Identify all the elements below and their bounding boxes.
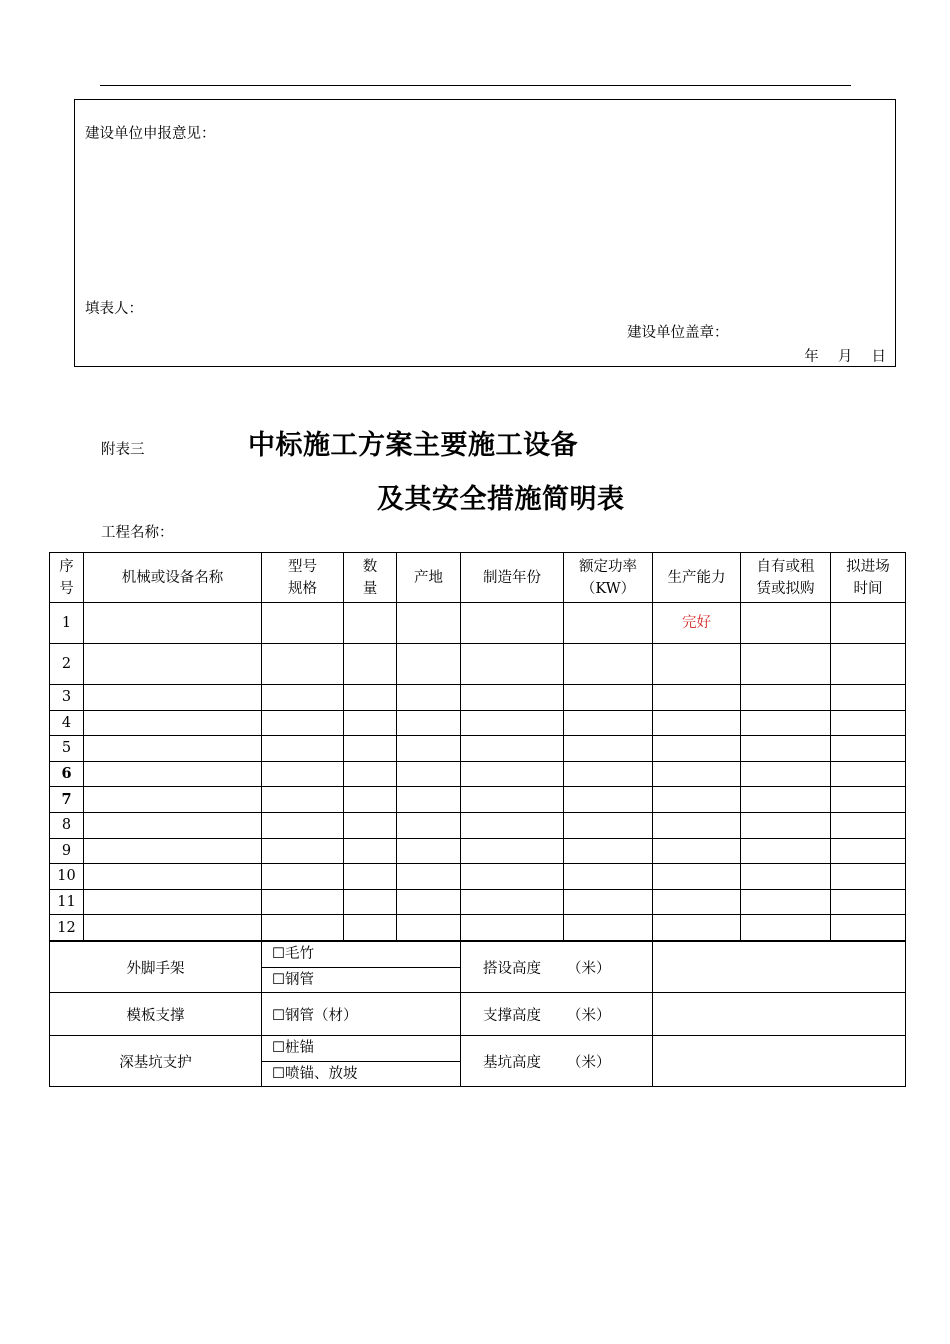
cell-seq: 8 bbox=[50, 812, 84, 838]
cell-capacity[interactable] bbox=[653, 736, 741, 762]
cell-capacity[interactable] bbox=[653, 915, 741, 941]
table-row bbox=[50, 685, 906, 711]
cell-power[interactable] bbox=[564, 889, 653, 915]
table-row bbox=[50, 787, 906, 813]
cell-arrival[interactable] bbox=[831, 915, 906, 941]
scaffold-height-label: 搭设高度 （米） bbox=[461, 942, 653, 993]
cell-model[interactable] bbox=[262, 787, 344, 813]
cell-capacity[interactable] bbox=[653, 838, 741, 864]
cell-origin[interactable] bbox=[397, 761, 461, 787]
foundation-label: 深基坑支护 bbox=[50, 1036, 262, 1087]
header-arrival: 拟进场 时间 bbox=[831, 553, 906, 603]
cell-seq: 5 bbox=[50, 736, 84, 762]
cell-power[interactable] bbox=[564, 736, 653, 762]
cell-origin[interactable] bbox=[397, 736, 461, 762]
header-owned: 自有或租 赁或拟购 bbox=[741, 553, 831, 603]
cell-qty[interactable] bbox=[344, 685, 397, 711]
cell-name[interactable] bbox=[84, 603, 262, 644]
table-row bbox=[50, 710, 906, 736]
scaffold-height-value[interactable] bbox=[653, 942, 906, 993]
cell-year[interactable] bbox=[461, 736, 564, 762]
cell-arrival[interactable] bbox=[831, 685, 906, 711]
cell-model[interactable] bbox=[262, 812, 344, 838]
formwork-height-label: 支撑高度 （米） bbox=[461, 993, 653, 1036]
cell-year[interactable] bbox=[461, 915, 564, 941]
cell-qty[interactable] bbox=[344, 838, 397, 864]
project-name-label: 工程名称： bbox=[101, 525, 174, 541]
cell-seq: 3 bbox=[50, 685, 84, 711]
cell-year[interactable] bbox=[461, 710, 564, 736]
cell-capacity[interactable] bbox=[653, 787, 741, 813]
cell-owned[interactable] bbox=[741, 685, 831, 711]
page-title-line1: 中标施工方案主要施工设备 bbox=[248, 430, 578, 461]
cell-origin[interactable] bbox=[397, 685, 461, 711]
cell-qty[interactable] bbox=[344, 603, 397, 644]
cell-seq: 11 bbox=[50, 889, 84, 915]
scaffold-option-steel-pipe[interactable]: ☐钢管 bbox=[262, 967, 461, 993]
cell-origin[interactable] bbox=[397, 889, 461, 915]
top-rule bbox=[100, 85, 851, 86]
foundation-height-value[interactable] bbox=[653, 1036, 906, 1087]
formwork-height-value[interactable] bbox=[653, 993, 906, 1036]
header-origin: 产地 bbox=[397, 553, 461, 603]
cell-name[interactable] bbox=[84, 864, 262, 890]
cell-name[interactable] bbox=[84, 787, 262, 813]
header-seq: 序 号 bbox=[50, 553, 84, 603]
header-name: 机械或设备名称 bbox=[84, 553, 262, 603]
cell-origin[interactable] bbox=[397, 812, 461, 838]
cell-arrival[interactable] bbox=[831, 812, 906, 838]
cell-seq: 10 bbox=[50, 864, 84, 890]
cell-owned[interactable] bbox=[741, 915, 831, 941]
safety-table bbox=[49, 941, 906, 1087]
cell-model[interactable] bbox=[262, 736, 344, 762]
cell-owned[interactable] bbox=[741, 838, 831, 864]
cell-year[interactable] bbox=[461, 812, 564, 838]
cell-power[interactable] bbox=[564, 710, 653, 736]
cell-arrival[interactable] bbox=[831, 864, 906, 890]
cell-year[interactable] bbox=[461, 787, 564, 813]
cell-arrival[interactable] bbox=[831, 787, 906, 813]
foundation-height-label: 基坑高度 （米） bbox=[461, 1036, 653, 1087]
cell-power[interactable] bbox=[564, 915, 653, 941]
table-row bbox=[50, 644, 906, 685]
cell-arrival[interactable] bbox=[831, 736, 906, 762]
cell-capacity[interactable] bbox=[653, 761, 741, 787]
cell-origin[interactable] bbox=[397, 864, 461, 890]
cell-power[interactable] bbox=[564, 812, 653, 838]
filler-label: 填表人： bbox=[85, 301, 143, 317]
cell-owned[interactable] bbox=[741, 761, 831, 787]
cell-model[interactable] bbox=[262, 761, 344, 787]
cell-origin[interactable] bbox=[397, 915, 461, 941]
cell-capacity[interactable] bbox=[653, 644, 741, 685]
cell-power[interactable] bbox=[564, 685, 653, 711]
cell-name[interactable] bbox=[84, 710, 262, 736]
cell-seq: 7 bbox=[50, 787, 84, 813]
cell-model[interactable] bbox=[262, 889, 344, 915]
cell-name[interactable] bbox=[84, 838, 262, 864]
cell-seq: 12 bbox=[50, 915, 84, 941]
formwork-label: 模板支撑 bbox=[50, 993, 262, 1036]
cell-seq: 6 bbox=[50, 761, 84, 787]
table-row bbox=[50, 889, 906, 915]
cell-year[interactable] bbox=[461, 838, 564, 864]
cell-power[interactable] bbox=[564, 644, 653, 685]
cell-name[interactable] bbox=[84, 812, 262, 838]
seal-label: 建设单位盖章： bbox=[627, 325, 729, 341]
cell-qty[interactable] bbox=[344, 787, 397, 813]
cell-name[interactable] bbox=[84, 685, 262, 711]
cell-name[interactable] bbox=[84, 644, 262, 685]
cell-origin[interactable] bbox=[397, 603, 461, 644]
cell-owned[interactable] bbox=[741, 710, 831, 736]
table-row bbox=[50, 603, 906, 644]
cell-owned[interactable] bbox=[741, 864, 831, 890]
table-row bbox=[50, 838, 906, 864]
cell-seq: 4 bbox=[50, 710, 84, 736]
cell-arrival[interactable] bbox=[831, 761, 906, 787]
foundation-option-anchor[interactable]: ☐桩锚 bbox=[262, 1036, 461, 1062]
cell-capacity[interactable] bbox=[653, 864, 741, 890]
cell-name[interactable] bbox=[84, 736, 262, 762]
cell-owned[interactable] bbox=[741, 787, 831, 813]
cell-capacity[interactable] bbox=[653, 710, 741, 736]
equipment-table bbox=[49, 552, 906, 941]
cell-qty[interactable] bbox=[344, 864, 397, 890]
cell-origin[interactable] bbox=[397, 644, 461, 685]
cell-name[interactable] bbox=[84, 889, 262, 915]
cell-power[interactable] bbox=[564, 864, 653, 890]
cell-qty[interactable] bbox=[344, 812, 397, 838]
cell-model[interactable] bbox=[262, 603, 344, 644]
table-row bbox=[50, 915, 906, 941]
cell-capacity[interactable] bbox=[653, 812, 741, 838]
cell-year[interactable] bbox=[461, 761, 564, 787]
header-qty: 数 量 bbox=[344, 553, 397, 603]
cell-seq: 2 bbox=[50, 644, 84, 685]
formwork-option-steel[interactable]: ☐钢管（材） bbox=[262, 993, 461, 1036]
cell-arrival[interactable] bbox=[831, 644, 906, 685]
cell-model[interactable] bbox=[262, 838, 344, 864]
header-year: 制造年份 bbox=[461, 553, 564, 603]
cell-origin[interactable] bbox=[397, 710, 461, 736]
cell-capacity[interactable] bbox=[653, 889, 741, 915]
cell-qty[interactable] bbox=[344, 915, 397, 941]
cell-year[interactable] bbox=[461, 685, 564, 711]
cell-power[interactable] bbox=[564, 838, 653, 864]
cell-model[interactable] bbox=[262, 915, 344, 941]
cell-owned[interactable] bbox=[741, 812, 831, 838]
foundation-option-shotcrete[interactable]: ☐喷锚、放坡 bbox=[262, 1061, 461, 1087]
page-title-line2: 及其安全措施简明表 bbox=[377, 484, 625, 515]
cell-owned[interactable] bbox=[741, 644, 831, 685]
cell-arrival[interactable] bbox=[831, 889, 906, 915]
table-row bbox=[50, 864, 906, 890]
cell-capacity[interactable] bbox=[653, 685, 741, 711]
cell-capacity[interactable]: 完好 bbox=[653, 603, 741, 644]
header-capacity: 生产能力 bbox=[653, 553, 741, 603]
table-row bbox=[50, 812, 906, 838]
cell-owned[interactable] bbox=[741, 736, 831, 762]
cell-arrival[interactable] bbox=[831, 603, 906, 644]
cell-year[interactable] bbox=[461, 603, 564, 644]
cell-owned[interactable] bbox=[741, 889, 831, 915]
cell-origin[interactable] bbox=[397, 787, 461, 813]
header-power: 额定功率 （KW） bbox=[564, 553, 653, 603]
annex-label: 附表三 bbox=[101, 442, 145, 458]
cell-model[interactable] bbox=[262, 710, 344, 736]
cell-arrival[interactable] bbox=[831, 710, 906, 736]
table-row bbox=[50, 736, 906, 762]
cell-qty[interactable] bbox=[344, 736, 397, 762]
table-header-row bbox=[50, 553, 906, 603]
header-model: 型号 规格 bbox=[262, 553, 344, 603]
cell-power[interactable] bbox=[564, 603, 653, 644]
cell-seq: 9 bbox=[50, 838, 84, 864]
cell-qty[interactable] bbox=[344, 889, 397, 915]
cell-qty[interactable] bbox=[344, 710, 397, 736]
cell-name[interactable] bbox=[84, 761, 262, 787]
cell-arrival[interactable] bbox=[831, 838, 906, 864]
cell-year[interactable] bbox=[461, 889, 564, 915]
cell-name[interactable] bbox=[84, 915, 262, 941]
cell-year[interactable] bbox=[461, 864, 564, 890]
cell-model[interactable] bbox=[262, 864, 344, 890]
cell-seq: 1 bbox=[50, 603, 84, 644]
cell-model[interactable] bbox=[262, 644, 344, 685]
scaffold-label: 外脚手架 bbox=[50, 942, 262, 993]
opinion-title: 建设单位申报意见： bbox=[85, 126, 216, 142]
cell-power[interactable] bbox=[564, 787, 653, 813]
cell-year[interactable] bbox=[461, 644, 564, 685]
cell-qty[interactable] bbox=[344, 644, 397, 685]
opinion-box bbox=[74, 99, 896, 367]
cell-origin[interactable] bbox=[397, 838, 461, 864]
cell-power[interactable] bbox=[564, 761, 653, 787]
table-row bbox=[50, 761, 906, 787]
cell-owned[interactable] bbox=[741, 603, 831, 644]
cell-qty[interactable] bbox=[344, 761, 397, 787]
cell-model[interactable] bbox=[262, 685, 344, 711]
scaffold-option-bamboo[interactable]: ☐毛竹 bbox=[262, 942, 461, 968]
date-label: 年 月 日 bbox=[804, 349, 886, 365]
